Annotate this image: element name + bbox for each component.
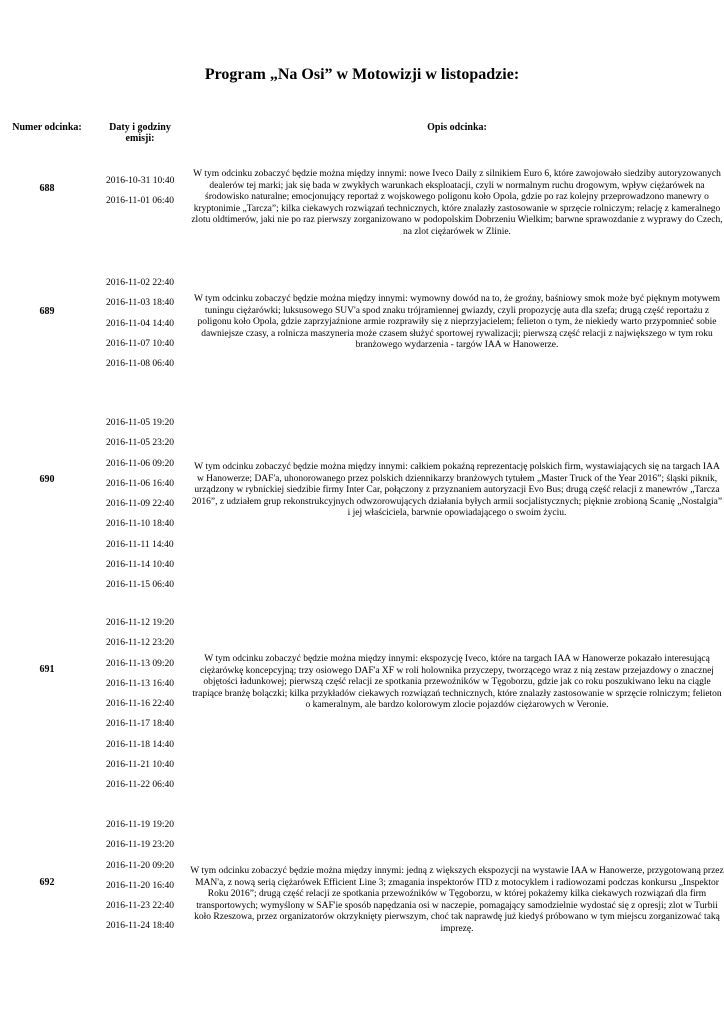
air-date: 2016-11-01 06:40	[106, 196, 174, 207]
air-date-list	[106, 278, 188, 379]
air-date: 2016-11-04 14:40	[106, 318, 174, 329]
air-date: 2016-11-17 18:40	[106, 719, 174, 730]
episode-number: 688	[39, 183, 55, 194]
air-date: 2016-11-08 06:40	[106, 359, 174, 370]
air-date: 2016-11-06 09:20	[106, 458, 174, 469]
episode-description: W tym odcinku zobaczyć będzie można między innymi: ekspozycję Iveco, które na targach IAA w Hanowerze pokazało interesującą ciężarówkę koncepcyjną; trzy osiowego DAF'a XF w roli holownika przyczepy, tworzącego wraz z nią zestaw przejazdowy o znacznej objętości ładunkowej; pierwszą część relacji ze spotkania przewoźników w Tęgoborzu, gdzie jak co roku poszukiwano leku na ciągle trapiące branżę bolączki; kilka przykładów ciekawych rozwiązań technicznych, które znalazły zastosowanie w sprzęcie rolniczym; felieton o kameralnym, ale bardzo kolorowym zlocie pojazdów ciężarowych w Veronie.	[192, 654, 722, 710]
air-date: 2016-11-06 16:40	[106, 478, 174, 489]
air-date: 2016-11-24 18:40	[106, 921, 174, 932]
air-date: 2016-11-20 16:40	[106, 880, 174, 891]
air-date: 2016-11-20 09:20	[106, 860, 174, 871]
air-date: 2016-11-13 16:40	[106, 678, 174, 689]
air-date-list	[106, 618, 188, 801]
air-date: 2016-11-18 14:40	[106, 739, 174, 750]
episode-number: 689	[39, 306, 55, 317]
air-date: 2016-11-05 19:20	[106, 418, 174, 428]
episode-number: 691	[39, 664, 55, 675]
air-date: 2016-11-13 09:20	[106, 658, 174, 669]
episode-description: W tym odcinku zobaczyć będzie można między innymi: całkiem pokaźną reprezentację polskich firm, wystawiających się na targach IAA w Hanowerze; DAF'a, uhonorowanego przez polskich dziennikarzy branżowych tytułem „Master Truck of the Year 2016”; śląski piknik, urządzony w rybnickiej siedzibie firmy Inter Car, połączony z przyznaniem autoryzacji Evo Bus; drugą część relacji z manewrów „Tarcza 2016”, z udziałem grup rekonstrukcyjnych odwzorowujących działania byłych armii socjalistycznych; pięknie zrobioną Scanię „Nostalgia” i jej właściciela, barwnie opowiadającego o swoim życiu.	[191, 462, 723, 518]
air-date: 2016-11-15 06:40	[106, 580, 174, 591]
page-title: Program „Na Osi” w Motowizji w listopadzie:	[204, 66, 520, 83]
air-date: 2016-11-12 23:20	[106, 638, 174, 649]
air-date: 2016-11-19 23:20	[106, 840, 174, 851]
air-date: 2016-11-02 22:40	[106, 278, 174, 288]
air-date: 2016-11-11 14:40	[106, 539, 174, 550]
header-episode-number: Numer odcinka:	[12, 122, 82, 133]
air-date: 2016-11-07 10:40	[106, 338, 174, 349]
header-description: Opis odcinka:	[427, 122, 487, 133]
air-date: 2016-10-31 10:40	[106, 176, 175, 186]
header-air-dates: Daty i godziny emisji:	[109, 122, 171, 144]
air-date: 2016-11-12 19:20	[106, 618, 174, 628]
air-date: 2016-11-03 18:40	[106, 298, 174, 309]
air-date-list	[106, 820, 188, 942]
air-date: 2016-11-22 06:40	[106, 780, 174, 791]
air-date: 2016-11-05 23:20	[106, 438, 174, 449]
air-date: 2016-11-21 10:40	[106, 760, 174, 771]
air-date: 2016-11-14 10:40	[106, 560, 174, 571]
air-date: 2016-11-16 22:40	[106, 699, 174, 710]
episode-number: 692	[39, 877, 55, 888]
episode-description: W tym odcinku zobaczyć będzie można między innymi: nowe Iveco Daily z silnikiem Euro 6, które zawojowało siedziby autoryzowanych dealerów tej marki; jak się bada w zwykłych warunkach eksploatacji, czyli w normalnym ruchu drogowym, wpływ ciężarówek na środowisko naturalne; emocjonujący reportaż z wojskowego poligonu koło Opola, gdzie po raz kolejny przeprowadzono manewry o kryptonimie „Tarcza”; kilka ciekawych rozwiązań technicznych, które znalazły zastosowanie w sprzęcie rolniczym; relację z kameralnego zlotu oldtimerów, jaki nie po raz pierwszy zorganizowano w podopolskim Dobrzeniu Wielkim; barwne sprawozdanie z wyprawy do Czech, na zlot ciężarówek w Zlinie.	[191, 169, 723, 237]
air-date: 2016-11-09 22:40	[106, 499, 174, 510]
episode-description: W tym odcinku zobaczyć będzie można między innymi: wymowny dowód na to, że groźny, baśniowy smok może być pięknym motywem tuningu ciężarówki; luksusowego SUV'a spod znaku trójramiennej gwiazdy, czyli propozycję auta dla szefa; drugą część reportażu z poligonu koło Opola, gdzie zaprzyjaźnione armie rozprawiły się z nieprzyjacielem; felieton o tym, że niekiedy warto przypomnieć sobie dawniejsze czasy, a rolnicza maszyneria może czasem służyć sportowej rywalizacji; pierwszą część relacji z największego w tym roku branżowego wydarzenia - targów IAA w Hanowerze.	[193, 294, 721, 350]
air-date: 2016-11-10 18:40	[106, 519, 174, 530]
air-date-list	[106, 176, 188, 217]
air-date-list	[106, 418, 188, 601]
air-date: 2016-11-19 19:20	[106, 820, 174, 830]
air-date: 2016-11-23 22:40	[106, 901, 174, 912]
episode-number: 690	[39, 474, 55, 485]
episode-description: W tym odcinku zobaczyć będzie można między innymi: jedną z większych ekspozycji na wystawie IAA w Hanowerze, przygotowaną przez MAN'a, z nową serią ciężarówek Efficient Line 3; zmagania inspektorów ITD z motocyklem i radiowozami podczas konkursu „Inspektor Roku 2016”; drugą część relacji ze spotkania przewoźników w Tęgoborzu, w której pokażemy kilka ciekawych rozwiązań dla firm transportowych; wymyślony w SAF'ie sposób napędzania osi w naczepie, pomagający samodzielnie wydostać się z opresji; zlot w Turbii koło Rzeszowa, przez organizatorów okrzyknięty pierwszym, choć tak naprawdę już kiedyś próbowano w tym miejscu zorganizować taką imprezę.	[190, 866, 724, 934]
